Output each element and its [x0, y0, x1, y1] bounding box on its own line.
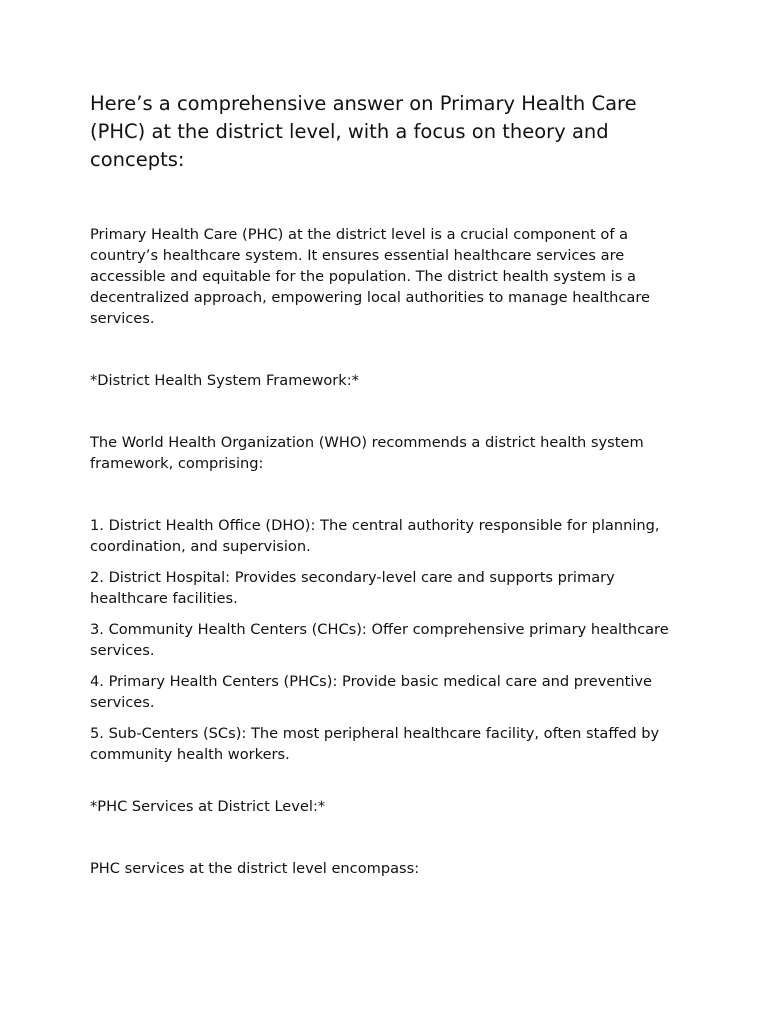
services-heading: *PHC Services at District Level:*: [90, 798, 326, 815]
list-item: 3. Community Health Centers (CHCs): Offer comprehensive primary healthcare services.: [90, 621, 669, 659]
framework-list: [90, 515, 680, 765]
intro-paragraph: Primary Health Care (PHC) at the district level is a crucial component of a country’s healthcare system. It ensures essential healthcare services are accessible and equitable for the population. The district health system is a decentralized approach, empowering local authorities to manage healthcare services.: [90, 226, 651, 327]
document-page: [90, 90, 680, 879]
framework-heading: *District Health System Framework:*: [90, 372, 359, 389]
list-item: 5. Sub-Centers (SCs): The most peripheral healthcare facility, often staffed by community health workers.: [90, 725, 660, 763]
list-item: 2. District Hospital: Provides secondary-level care and supports primary healthcare facilities.: [90, 569, 615, 607]
services-paragraph: PHC services at the district level encompass:: [90, 860, 420, 877]
who-paragraph: The World Health Organization (WHO) recommends a district health system framework, comprising:: [90, 434, 644, 472]
list-item: 1. District Health Office (DHO): The central authority responsible for planning, coordination, and supervision.: [90, 517, 660, 555]
document-title: Here’s a comprehensive answer on Primary Health Care (PHC) at the district level, with a focus on theory and concepts:: [90, 92, 637, 171]
list-item: 4. Primary Health Centers (PHCs): Provide basic medical care and preventive services.: [90, 673, 652, 711]
